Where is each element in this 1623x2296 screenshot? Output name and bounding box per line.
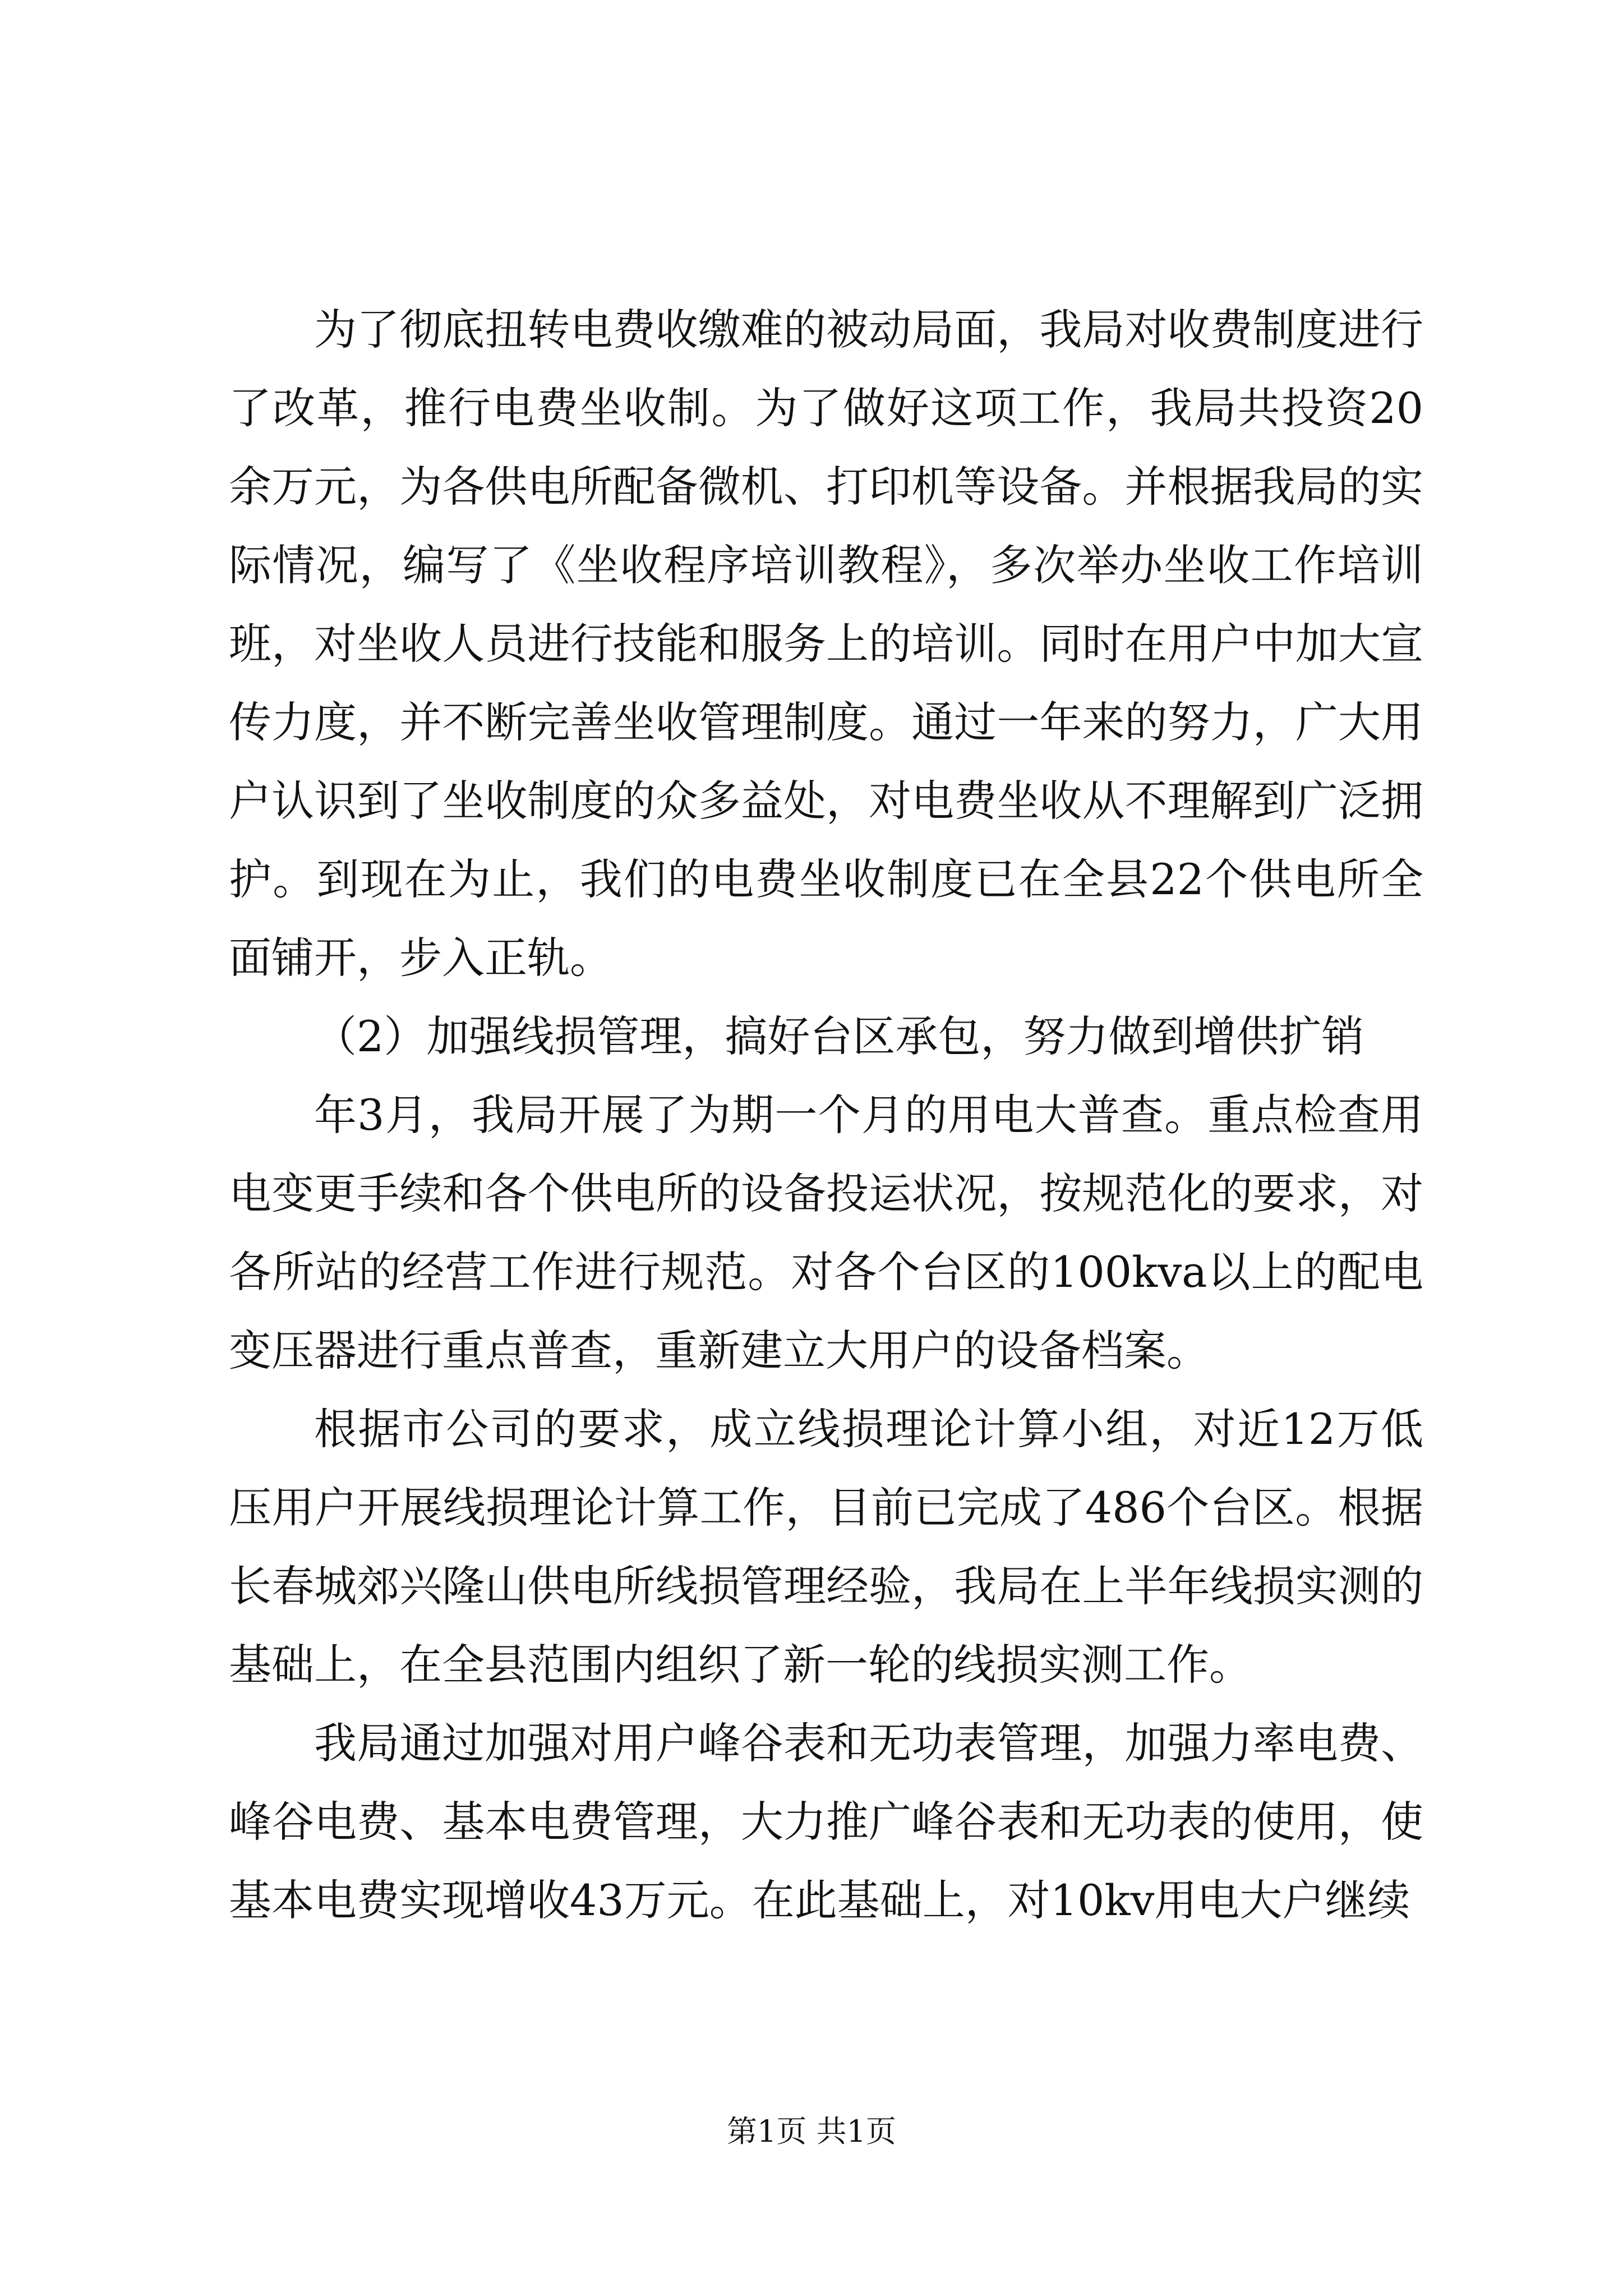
- paragraph-fee-collection: 为了彻底扭转电费收缴难的被动局面，我局对收费制度进行了改革，推行电费坐收制。为了做好这项工作，我局共投资20余万元，为各供电所配备微机、打印机等设备。并根据我局的实际情况，编写了《坐收程序培训教程》，多次举办坐收工作培训班，对坐收人员进行技能和服务上的培训。同时在用户中加大宣传力度，并不断完善坐收管理制度。通过一年来的努力，广大用户认识到了坐收制度的众多益处，对电费坐收从不理解到广泛拥护。到现在为止，我们的电费坐收制度已在全县22个供电所全面铺开，步入正轨。: [229, 305, 1423, 983]
- document-body: [229, 291, 1423, 1940]
- section-heading-line-loss: （2）加强线损管理，搞好台区承包，努力做到增供扩销: [314, 1011, 1364, 1061]
- paragraph-line-loss-calculation: 根据市公司的要求，成立线损理论计算小组，对近12万低压用户开展线损理论计算工作，目前已完成了486个台区。根据长春城郊兴隆山供电所线损管理经验，我局在上半年线损实测的基础上，在全县范围内组织了新一轮的线损实测工作。: [229, 1404, 1423, 1690]
- paragraph-meter-management: 我局通过加强对用户峰谷表和无功表管理，加强力率电费、峰谷电费、基本电费管理，大力推广峰谷表和无功表的使用，使基本电费实现增收43万元。在此基础上，对10kv用电大户继续: [229, 1718, 1423, 1925]
- page-footer: 第1页 共1页: [727, 2114, 896, 2149]
- paragraph-power-survey: 年3月，我局开展了为期一个月的用电大普查。重点检查用电变更手续和各个供电所的设备投运状况，按规范化的要求，对各所站的经营工作进行规范。对各个台区的100kva以上的配电变压器进行重点普查，重新建立大用户的设备档案。: [229, 1090, 1423, 1375]
